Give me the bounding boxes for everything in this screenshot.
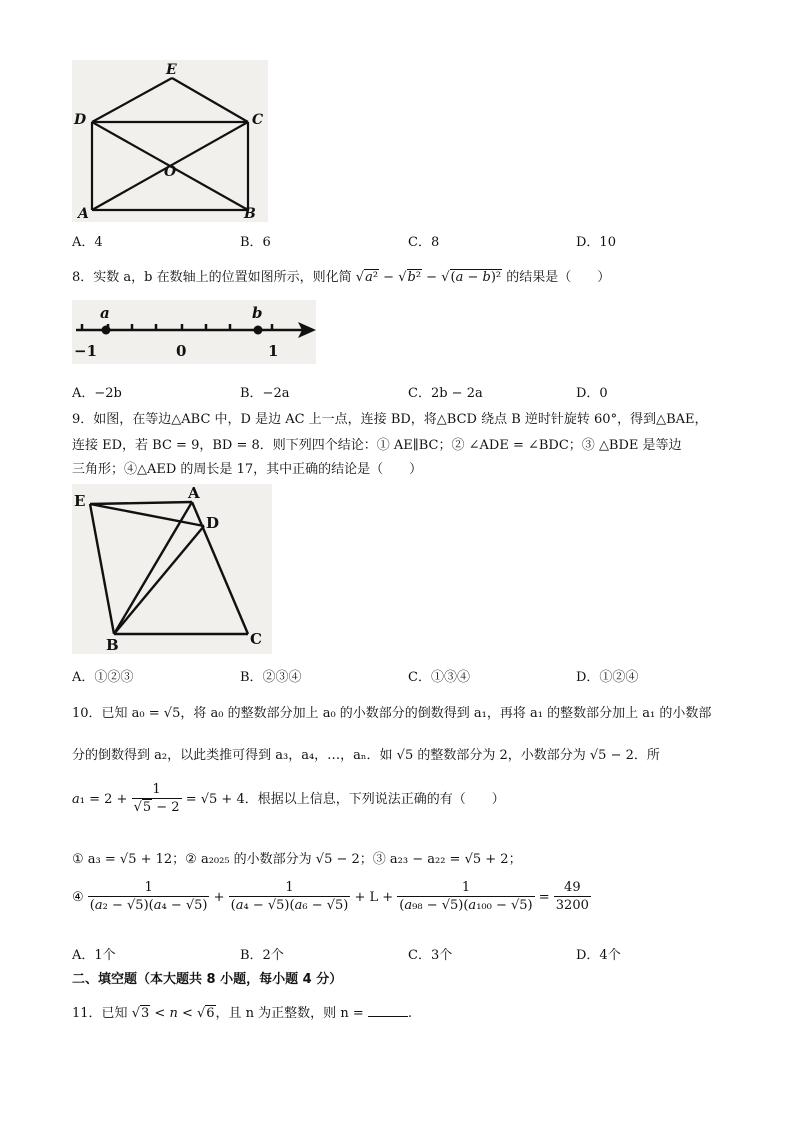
q8-option-b: B．−2a (240, 386, 290, 401)
triangle-diagram (72, 484, 272, 654)
q9-line-2: 连接 ED，若 BC = 9，BD = 8．则下列四个结论：① AE∥BC；② ∠ADE = ∠BDC；③ △BDE 是等边 (72, 438, 682, 453)
q7-option-d: D．10 (576, 235, 616, 250)
label-A: A (78, 206, 89, 222)
q10-line-3 (72, 782, 505, 817)
q8-expression: √a² − √b² − √(a − b)² (355, 270, 502, 285)
label-E: E (74, 492, 86, 510)
axis-label-a: a (100, 304, 110, 322)
label-A: A (188, 484, 200, 502)
q9-line-1: 9．如图，在等边△ABC 中，D 是边 AC 上一点，连接 BD，将△BCD 绕点 B 逆时针旋转 60°，得到△BAE， (72, 412, 708, 427)
q7-option-c: C．8 (408, 235, 440, 250)
section-2-title: 二、填空题（本大题共 8 小题，每小题 4 分） (72, 972, 343, 987)
label-D: D (74, 112, 87, 128)
q10-option-a: A．1个 (72, 948, 116, 963)
q8-text-before: 实数 a，b 在数轴上的位置如图所示，则化简 (93, 270, 352, 285)
answer-blank[interactable] (368, 1004, 408, 1017)
q9-figure (72, 484, 272, 654)
q8-option-c: C．2b − 2a (408, 386, 483, 401)
axis-label-zero: 0 (176, 342, 187, 360)
q11-end: . (407, 1006, 412, 1021)
q8-option-d: D．0 (576, 386, 608, 401)
label-D: D (206, 514, 220, 532)
rectangle-diagram (72, 60, 268, 222)
q10-result-numerator: 49 (554, 880, 591, 897)
q9-option-a: A．①②③ (72, 670, 134, 685)
q10-result-denominator: 3200 (555, 898, 589, 913)
q11-inequality: √3 < n < √6 (131, 1006, 215, 1021)
label-B: B (244, 206, 256, 222)
axis-label-minus1: −1 (74, 342, 98, 360)
q9-option-b: B．②③④ (240, 670, 302, 685)
label-C: C (250, 630, 262, 648)
axis-label-b: b (252, 304, 263, 322)
q10-option-c: C．3个 (408, 948, 453, 963)
q11-text-after: ，且 n 为正整数，则 n = (215, 1006, 364, 1021)
q7-option-a: A．4 (72, 235, 103, 250)
label-O: O (164, 164, 177, 180)
q9-option-d: D．①②④ (576, 670, 639, 685)
q10-line-4: ① a₃ = √5 + 12；② a₂₀₂₅ 的小数部分为 √5 − 2；③ a₂₃ − a₂₂ = √5 + 2； (72, 852, 522, 867)
q10-line-1: 10．已知 a₀ = √5，将 a₀ 的整数部分加上 a₀ 的小数部分的倒数得到 a₁，再将 a₁ 的整数部分加上 a₁ 的小数部 (72, 706, 712, 721)
q10-line-2: 分的倒数得到 a₂，以此类推可得到 a₃，a₄，…，aₙ．如 √5 的整数部分为 2，小数部分为 √5 − 2．所 (72, 748, 660, 763)
a1-formula: a₁ = 2 + $\frac{1}{√5 - 2}$ (72, 782, 180, 815)
q8-text-after: 的结果是（ ） (506, 270, 611, 285)
q8-number-line (72, 300, 316, 364)
q10-option-d: D．4个 (576, 948, 621, 963)
q8-number: 8． (72, 270, 94, 285)
q10-line-5: ④ $\frac{1}{\text{(a₂ − √5)(a₄ − √5)}}$ + $\frac{1}{\text{(a₄ − √5)(a₆ − √5)}}$ + L + $\frac{1}{\text{(a₉₈ − √5)(a₁₀₀ − √5)}}$ = $\frac{49}{3200}$ (72, 880, 589, 913)
label-C: C (252, 112, 264, 128)
label-B: B (106, 636, 119, 654)
q10-option-b: B．2个 (240, 948, 284, 963)
q10-line-3-text: = √5 + 4．根据以上信息，下列说法正确的有（ ） (185, 792, 505, 807)
label-E: E (166, 62, 177, 78)
q7-figure (72, 60, 268, 222)
q11-stem (72, 1002, 412, 1021)
q9-option-c: C．①③④ (408, 670, 470, 685)
q8-option-a: A．−2b (72, 386, 122, 401)
q9-line-3: 三角形；④△AED 的周长是 17，其中正确的结论是（ ） (72, 462, 423, 477)
q11-text-before: 11．已知 (72, 1006, 128, 1021)
q7-option-b: B．6 (240, 235, 271, 250)
q8-stem (72, 266, 610, 285)
axis-label-one: 1 (268, 342, 279, 360)
